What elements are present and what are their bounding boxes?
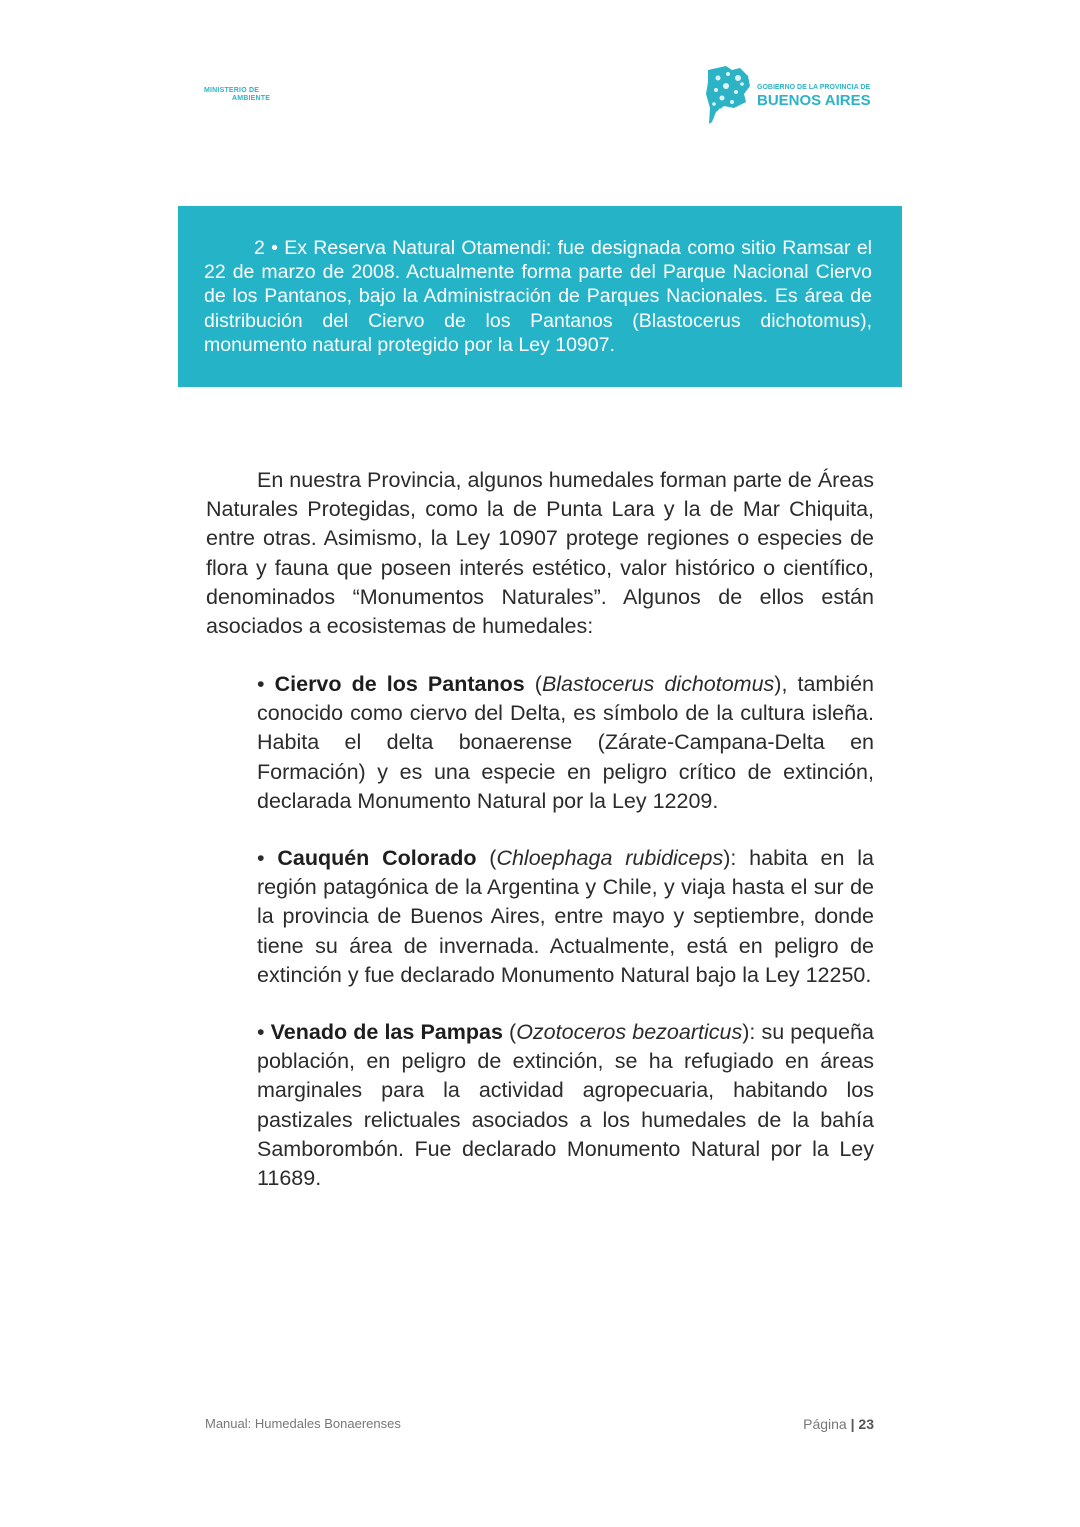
species-name: Venado de las Pampas xyxy=(270,1020,503,1045)
species-description: ): habita en la región patagónica de la Argentina y Chile, y viaja hasta el sur de la provincia de Buenos Aires, entre mayo y septiembre, donde tiene su área de invernada. Actualmente, está en peligro de extinción y fue declarado Monumento Natural bajo la Ley 12250. xyxy=(257,846,874,987)
ministry-line-1: MINISTERIO DE xyxy=(204,87,260,94)
page-number: 23 xyxy=(858,1416,874,1432)
species-description: ): su pequeña población, en peligro de extinción, se ha refugiado en áreas marginales para la actividad agropecuaria, habitando los pastizales relictuales asociados a los humedales de la bahía Samborombón. Fue declarado Monumento Natural por la Ley 11689. xyxy=(257,1020,874,1191)
province-map-icon xyxy=(704,64,752,126)
intro-paragraph: En nuestra Provincia, algunos humedales forman parte de Áreas Naturales Protegidas, como la de Punta Lara y la de Mar Chiquita, entre otras. Asimismo, la Ley 10907 protege regiones o especies de flora y fauna que poseen interés estético, valor histórico o científico, denominados “Monumentos Naturales”. Algunos de ellos están asociados a ecosistemas de humedales: xyxy=(206,468,874,639)
species-item-venado xyxy=(257,1018,874,1193)
species-item-ciervo xyxy=(257,670,874,816)
footnote-box xyxy=(178,206,902,387)
bullet: • xyxy=(257,672,265,696)
province-name: BUENOS AIRES xyxy=(757,92,871,109)
species-name: Cauquén Colorado xyxy=(277,846,477,871)
species-open: ( xyxy=(476,846,497,871)
page-separator: | xyxy=(850,1416,855,1432)
ministry-logo xyxy=(204,87,270,103)
footer-page xyxy=(803,1416,874,1432)
species-scientific-name: Blastocerus dichotomus xyxy=(541,672,775,696)
bullet: • xyxy=(257,846,265,871)
government-label: GOBIERNO DE LA PROVINCIA DE xyxy=(757,84,871,91)
ministry-line-2: AMBIENTE xyxy=(232,95,271,102)
footer-manual-title: Manual: Humedales Bonaerenses xyxy=(205,1416,401,1431)
species-open: ( xyxy=(524,672,542,696)
species-list xyxy=(257,670,874,1221)
species-item-cauquen xyxy=(257,844,874,990)
page-label: Página xyxy=(803,1416,847,1432)
species-name: Ciervo de los Pantanos xyxy=(274,672,525,696)
species-scientific-name: Chloephaga rubidiceps xyxy=(496,846,724,871)
species-description: ), también conocido como ciervo del Delta, es símbolo de la cultura isleña. Habita el delta bonaerense (Zárate-Campana-Delta en Formación) y es una especie en peligro crítico de extinción, declarada Monumento Natural por la Ley 12209. xyxy=(257,672,874,813)
government-logo xyxy=(704,64,884,128)
bullet: • xyxy=(257,1020,265,1045)
footnote-text: 2 • Ex Reserva Natural Otamendi: fue designada como sitio Ramsar el 22 de marzo de 2008. Actualmente forma parte del Parque Nacional Ciervo de los Pantanos, bajo la Administración de Parques Nacionales. Es área de distribución del Ciervo de los Pantanos (Blastocerus dichotomus), monumento natural protegido por la Ley 10907. xyxy=(204,237,872,356)
species-open: ( xyxy=(502,1020,517,1045)
species-scientific-name: Ozotoceros bezoarticus xyxy=(516,1020,743,1045)
